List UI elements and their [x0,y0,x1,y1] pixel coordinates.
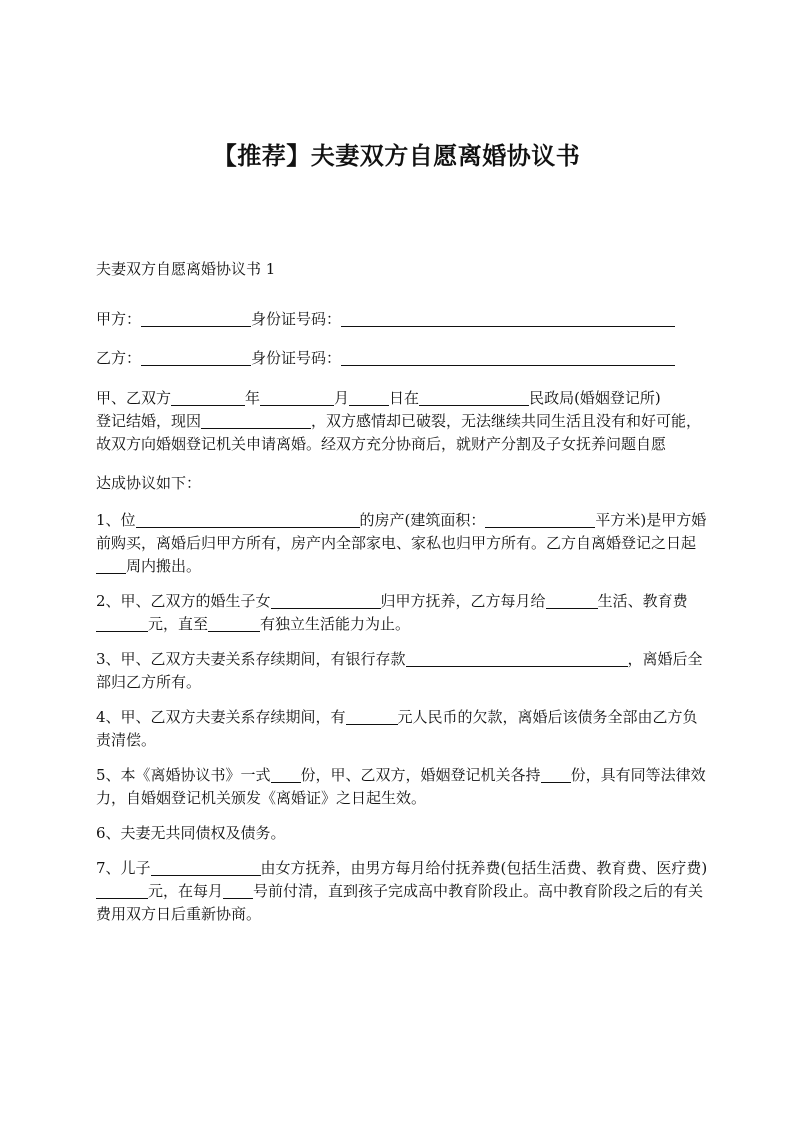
clause-2 [96,590,708,636]
clause-6: 6、夫妻无共同债权及债务。 [96,824,286,842]
party-b-name-blank[interactable] [141,349,251,366]
intro-text: 甲、乙双方 [96,389,172,407]
clause-text: 生活、教育费 [597,592,688,610]
intro-text: 民政局(婚姻登记所) [529,389,661,407]
house-location-blank[interactable] [136,511,360,528]
clause-text: 2、甲、乙双方的婚生子女 [96,592,271,610]
clause-text: 份，甲、乙双方，婚姻登记机关各持 [300,766,541,784]
clause-text: 平方米)是甲方婚前购买，离婚后归甲方所有，房产内全部家电、家私也归甲方所有。乙方自离婚登记之日起 [96,511,707,552]
party-b-id-blank[interactable] [341,349,675,366]
clause-text: 7、儿子 [96,859,151,877]
marriage-day-blank[interactable] [349,389,389,406]
party-b-label: 乙方： [96,349,142,367]
party-a-label: 甲方： [96,310,142,328]
clause-text: 3、甲、乙双方夫妻关系存续期间，有银行存款 [96,650,406,668]
son-name-blank[interactable] [151,859,261,876]
marriage-month-blank[interactable] [260,389,334,406]
move-out-weeks-blank[interactable] [96,557,126,574]
clause-1 [96,509,708,578]
clause-text: 有独立生活能力为止。 [260,615,411,633]
clause-text: 1、位 [96,511,136,529]
clause-text: 的房产(建筑面积： [359,511,486,529]
child-name-blank[interactable] [271,592,381,609]
party-b-line [96,347,708,370]
clause-text: 归甲方抚养，乙方每月给 [380,592,546,610]
clause-3 [96,648,708,694]
intro-text: 登记结婚，现因 [96,412,202,430]
clause-text: 5、本《离婚协议书》一式 [96,766,271,784]
intro-text: 月 [334,389,350,407]
clause-text: 元，在每月 [148,882,224,900]
clause-text: 份，具有同等法律效力，自婚姻登记机关颁发《离婚证》之日起生效。 [96,766,706,807]
child-support-until-blank[interactable] [208,615,260,632]
bank-deposit-blank[interactable] [406,650,628,667]
debt-amount-blank[interactable] [346,708,398,725]
divorce-reason-blank[interactable] [201,412,311,429]
copies-each-blank[interactable] [541,766,571,783]
clause-text: 元人民币的欠款，离婚后该债务全部由乙方负责清偿。 [96,708,698,749]
clause-text: 4、甲、乙双方夫妻关系存续期间，有 [96,708,346,726]
clause-4 [96,706,708,752]
child-support-amount-blank[interactable] [96,615,148,632]
monthly-payee-blank[interactable] [546,592,598,609]
clause-text: ，离婚后全部归乙方所有。 [96,650,703,691]
clause-5 [96,764,708,810]
civil-affairs-bureau-blank[interactable] [419,389,529,406]
son-support-amount-blank[interactable] [96,882,148,899]
subtitle: 夫妻双方自愿离婚协议书 1 [96,260,276,278]
clause-7 [96,857,708,926]
intro-paragraph [96,387,708,456]
intro-text: ，双方感情却已破裂，无法继续共同生活且没有和好可能，故双方向婚姻登记机关申请离婚。经双方充分协商后，就财产分割及子女抚养问题自愿 [96,412,702,453]
agreement-lead: 达成协议如下： [96,474,202,492]
intro-text: 年 [245,389,261,407]
party-a-id-label: 身份证号码： [251,310,342,328]
party-b-id-label: 身份证号码： [251,349,342,367]
party-a-line [96,308,708,331]
house-area-blank[interactable] [485,511,595,528]
copies-total-blank[interactable] [271,766,301,783]
document-body [96,258,708,938]
party-a-id-blank[interactable] [341,310,675,327]
marriage-year-blank[interactable] [171,389,245,406]
clause-text: 号前付清，直到孩子完成高中教育阶段止。高中教育阶段之后的有关费用双方日后重新协商。 [96,882,704,923]
clause-text: 元，直至 [148,615,209,633]
intro-text: 日在 [389,389,420,407]
clause-text: 周内搬出。 [126,557,202,575]
party-a-name-blank[interactable] [141,310,251,327]
document-title: 【推荐】夫妻双方自愿离婚协议书 [212,142,581,170]
payment-day-blank[interactable] [223,882,253,899]
clause-text: 由女方抚养，由男方每月给付抚养费(包括生活费、教育费、医疗费) [260,859,708,877]
